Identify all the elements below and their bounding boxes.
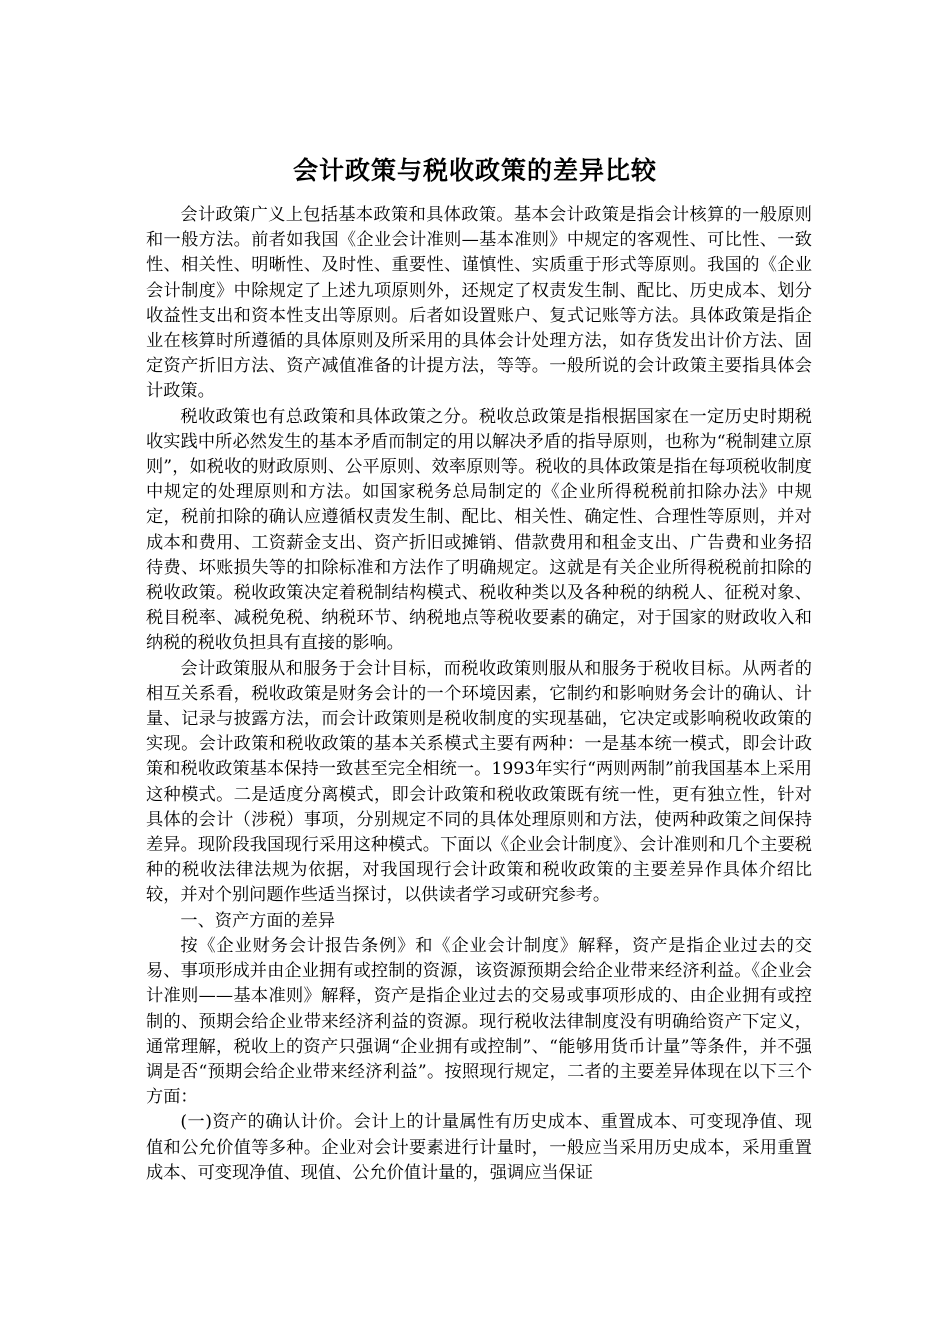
paragraph-asset-recognition: (一)资产的确认计价。会计上的计量属性有历史成本、重置成本、可变现净值、现值和公允价值等多种。企业对会计要素进行计量时，一般应当采用历史成本，采用重置成本、可变现净值、现值、公允价值计量的，强调应当保证	[146, 1112, 812, 1183]
paragraph-relationship: 会计政策服从和服务于会计目标，而税收政策则服从和服务于税收目标。从两者的相互关系看，税收政策是财务会计的一个环境因素，它制约和影响财务会计的确认、计量、记录与披露方法，而会计政策则是税收制度的实现基础，它决定或影响税收政策的实现。会计政策和税收政策的基本关系模式主要有两种：一是基本统一模式，即会计政策和税收政策基本保持一致甚至完全相统一。1993年实行“两则两制”前我国基本上采用这种模式。二是适度分离模式，即会计政策和税收政策既有统一性，更有独立性，针对具体的会计（涉税）事项，分别规定不同的具体处理原则和方法，使两种政策之间保持差异。现阶段我国现行采用这种模式。下面以《企业会计制度》、会计准则和几个主要税种的税收法律法规为依据，对我国现行会计政策和税收政策的主要差异作具体介绍比较，并对个别问题作些适当探讨，以供读者学习或研究参考。	[146, 658, 812, 906]
paragraph-tax-policy: 税收政策也有总政策和具体政策之分。税收总政策是指根据国家在一定历史时期税收实践中所必然发生的基本矛盾而制定的用以解决矛盾的指导原则，也称为“税制建立原则”，如税收的财政原则、公平原则、效率原则等。税收的具体政策是指在每项税收制度中规定的处理原则和方法。如国家税务总局制定的《企业所得税税前扣除办法》中规定，税前扣除的确认应遵循权责发生制、配比、相关性、确定性、合理性等原则，并对成本和费用、工资薪金支出、资产折旧或摊销、借款费用和租金支出、广告费和业务招待费、坏账损失等的扣除标准和方法作了明确规定。这就是有关企业所得税税前扣除的税收政策。税收政策决定着税制结构模式、税收种类以及各种税的纳税人、征税对象、税目税率、减税免税、纳税环节、纳税地点等税收要素的确定，对于国家的财政收入和纳税的税收负担具有直接的影响。	[146, 406, 812, 654]
document-body	[146, 203, 812, 1186]
paragraph-accounting-policy: 会计政策广义上包括基本政策和具体政策。基本会计政策是指会计核算的一般原则和一般方法。前者如我国《企业会计准则—基本准则》中规定的客观性、可比性、一致性、相关性、明晰性、及时性、重要性、谨慎性、实质重于形式等原则。我国的《企业会计制度》中除规定了上述九项原则外，还规定了权责发生制、配比、历史成本、划分收益性支出和资本性支出等原则。后者如设置账户、复式记账等方法。具体政策是指企业在核算时所遵循的具体原则及所采用的具体会计处理方法，如存货发出计价方法、固定资产折旧方法、资产减值准备的计提方法，等等。一般所说的会计政策主要指具体会计政策。	[146, 205, 812, 402]
document-title: 会计政策与税收政策的差异比较	[292, 155, 657, 185]
section-heading-assets: 一、资产方面的差异	[180, 910, 336, 931]
paragraph-asset-definition: 按《企业财务会计报告条例》和《企业会计制度》解释，资产是指企业过去的交易、事项形成并由企业拥有或控制的资源，该资源预期会给企业带来经济利益。《企业会计准则——基本准则》解释，资产是指企业过去的交易或事项形成的、由企业拥有或控制的、预期会给企业带来经济利益的资源。现行税收法律制度没有明确给资产下定义，通常理解，税收上的资产只强调“企业拥有或控制”、“能够用货币计量”等条件，并不强调是否“预期会给企业带来经济利益”。按照现行规定，二者的主要差异体现在以下三个方面：	[146, 935, 812, 1108]
